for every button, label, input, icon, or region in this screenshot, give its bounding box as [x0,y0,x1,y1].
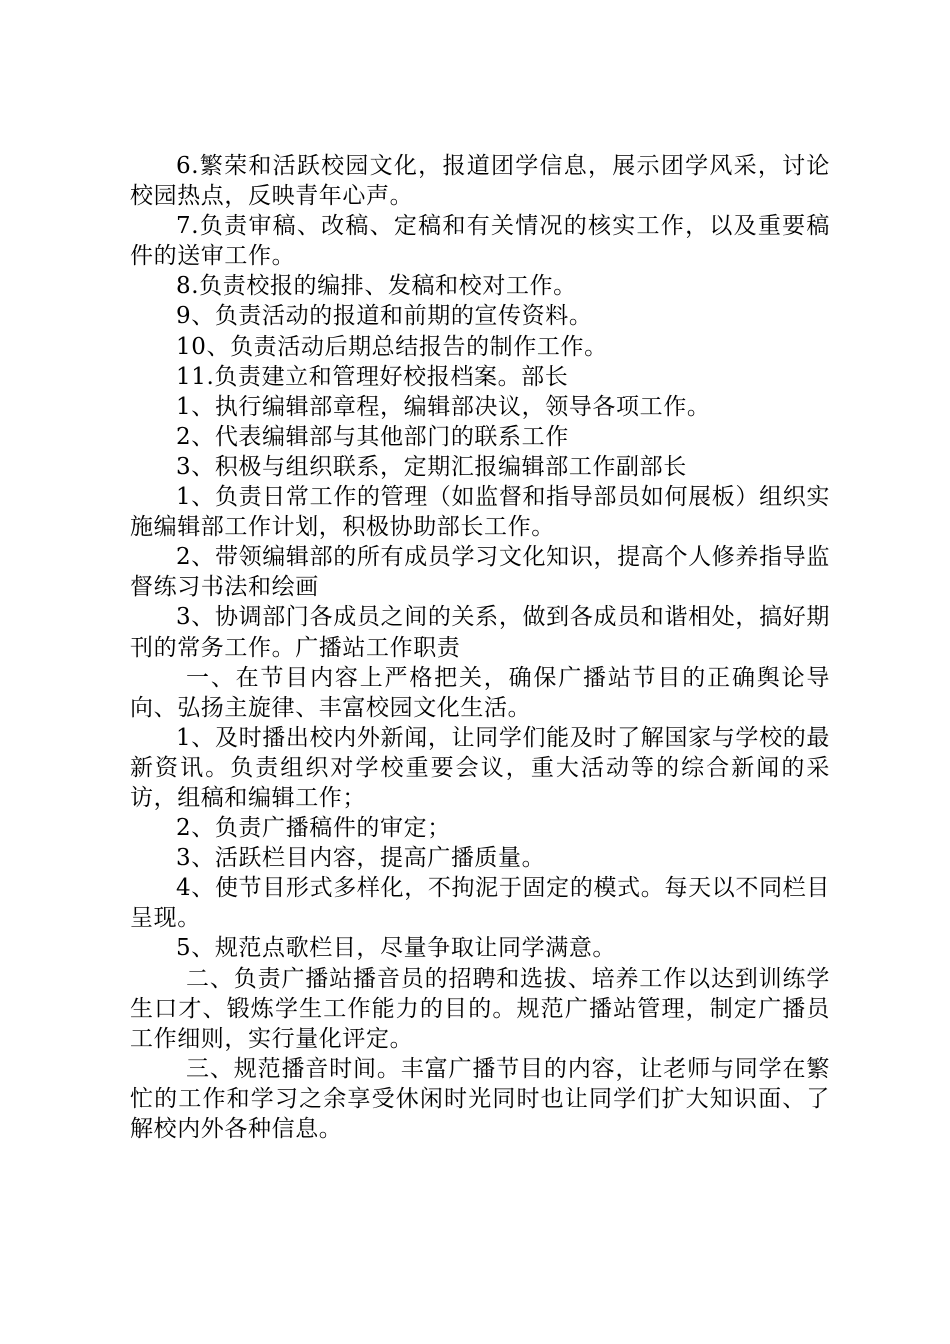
broadcast-section-2: 二、负责广播站播音员的招聘和选拔、培养工作以达到训练学生口才、锻炼学生工作能力的目的。规范广播站管理，制定广播员工作细则，实行量化评定。 [130,965,830,1052]
minister-duty-3: 3、积极与组织联系，定期汇报编辑部工作副部长 [176,453,687,480]
document-body [130,151,830,1144]
vice-minister-duty-2: 2、带领编辑部的所有成员学习文化知识，提高个人修养指导监督练习书法和绘画 [130,544,830,601]
broadcast-section-3: 三、规范播音时间。丰富广播节目的内容，让老师与同学在繁忙的工作和学习之余享受休闲时光同时也让同学们扩大知识面、了解校内外各种信息。 [130,1055,830,1142]
minister-duty-1: 1、执行编辑部章程，编辑部决议，领导各项工作。 [176,393,711,420]
minister-duty-2: 2、代表编辑部与其他部门的联系工作 [176,423,569,450]
vice-minister-duty-3: 3、协调部门各成员之间的关系，做到各成员和谐相处，搞好期刊的常务工作。广播站工作职责 [130,604,830,661]
paragraph-item-11: 11.负责建立和管理好校报档案。部长 [176,363,569,390]
paragraph-item-6: 6.繁荣和活跃校园文化，报道团学信息，展示团学风采，讨论校园热点，反映青年心声。 [130,153,830,210]
broadcast-item-3: 3、活跃栏目内容，提高广播质量。 [176,845,546,872]
paragraph-item-10: 10、负责活动后期总结报告的制作工作。 [176,333,608,360]
paragraph-item-7: 7.负责审稿、改稿、定稿和有关情况的核实工作，以及重要稿件的送审工作。 [130,213,830,270]
broadcast-item-5: 5、规范点歌栏目，尽量争取让同学满意。 [176,935,617,962]
broadcast-section-1: 一、在节目内容上严格把关，确保广播站节目的正确舆论导向、弘扬主旋律、丰富校园文化生活。 [130,664,830,721]
broadcast-item-4: 4、使节目形式多样化，不拘泥于固定的模式。每天以不同栏目呈现。 [130,875,830,932]
broadcast-item-1: 1、及时播出校内外新闻，让同学们能及时了解国家与学校的最新资讯。负责组织对学校重要会议，重大活动等的综合新闻的采访，组稿和编辑工作； [130,724,830,811]
broadcast-item-2: 2、负责广播稿件的审定； [176,815,451,842]
paragraph-item-8: 8.负责校报的编排、发稿和校对工作。 [176,273,577,300]
paragraph-item-9: 9、负责活动的报道和前期的宣传资料。 [176,303,593,330]
vice-minister-duty-1: 1、负责日常工作的管理（如监督和指导部员如何展板）组织实施编辑部工作计划，积极协助部长工作。 [130,484,830,541]
